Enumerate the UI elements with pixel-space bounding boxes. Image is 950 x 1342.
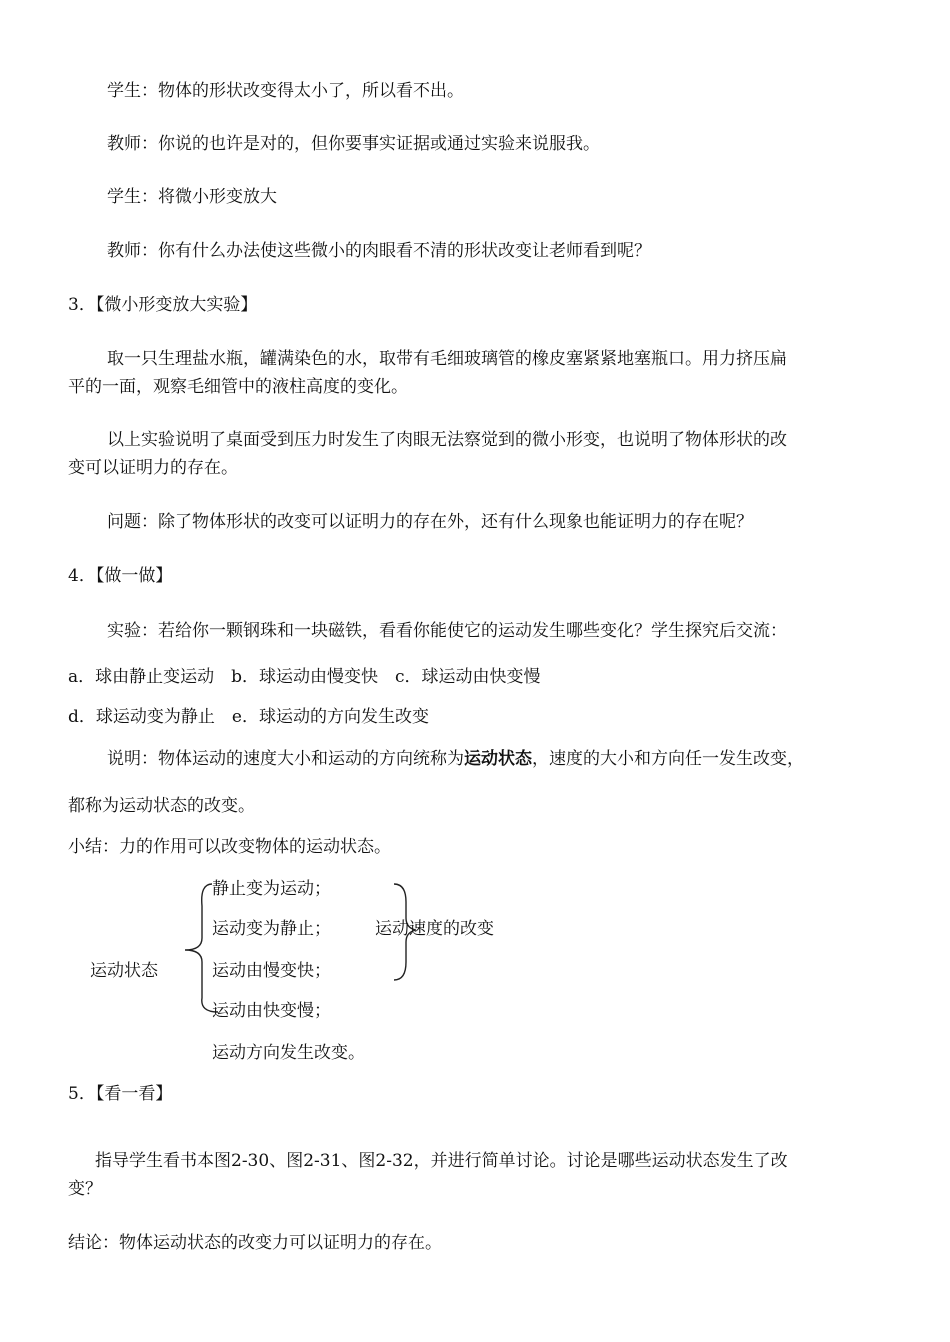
section-heading: 4．【做一做】 (68, 566, 173, 586)
paragraph-line: 指导学生看书本图2-30、图2-31、图2-32，并进行简单讨论。讨论是哪些运动状态发生了改 (95, 1151, 788, 1171)
dialogue-line: 学生：将微小形变放大 (107, 187, 277, 207)
section-heading: 3．【微小形变放大实验】 (68, 295, 258, 315)
diagram-group-label: 运动速度的改变 (375, 919, 494, 939)
paragraph-line: 变？ (68, 1179, 102, 1199)
dialogue-line: 学生：物体的形状改变得太小了，所以看不出。 (107, 81, 464, 101)
dialogue-line: 教师：你说的也许是对的，但你要事实证据或通过实验来说服我。 (107, 134, 600, 154)
diagram-item: 运动方向发生改变。 (212, 1043, 365, 1063)
note-prefix: 说明：物体运动的速度大小和运动的方向统称为 (107, 749, 464, 769)
question-line: 问题：除了物体形状的改变可以证明力的存在外，还有什么现象也能证明力的存在呢？ (107, 512, 753, 532)
conclusion-line: 结论：物体运动状态的改变力可以证明力的存在。 (68, 1233, 442, 1253)
section-heading: 5．【看一看】 (68, 1084, 173, 1104)
diagram-root: 运动状态 (90, 961, 158, 981)
dialogue-line: 教师：你有什么办法使这些微小的肉眼看不清的形状改变让老师看到呢？ (107, 241, 651, 261)
diagram-item: 运动由慢变快； (212, 961, 331, 981)
diagram-item: 静止变为运动； (212, 879, 331, 899)
summary-line: 小结：力的作用可以改变物体的运动状态。 (68, 837, 391, 857)
paragraph-line: 以上实验说明了桌面受到压力时发生了肉眼无法察觉到的微小形变，也说明了物体形状的改 (107, 430, 787, 450)
note-suffix: ，速度的大小和方向任一发生改变， (532, 749, 804, 769)
paragraph-line: 平的一面，观察毛细管中的液柱高度的变化。 (68, 377, 408, 397)
paragraph-line: 取一只生理盐水瓶，罐满染色的水，取带有毛细玻璃管的橡皮塞紧紧地塞瓶口。用力挤压扁 (107, 349, 787, 369)
options-line: d．球运动变为静止 e．球运动的方向发生改变 (68, 707, 429, 727)
diagram-item: 运动由快变慢； (212, 1001, 331, 1021)
note-line: 都称为运动状态的改变。 (68, 796, 255, 816)
left-brace (185, 884, 218, 1012)
note-bold-term: 运动状态 (464, 749, 532, 769)
diagram-item: 运动变为静止； (212, 919, 331, 939)
experiment-line: 实验：若给你一颗钢珠和一块磁铁，看看你能使它的运动发生哪些变化？学生探究后交流： (107, 621, 787, 641)
options-line: a．球由静止变运动 b．球运动由慢变快 c．球运动由快变慢 (68, 667, 541, 687)
paragraph-line: 变可以证明力的存在。 (68, 458, 238, 478)
